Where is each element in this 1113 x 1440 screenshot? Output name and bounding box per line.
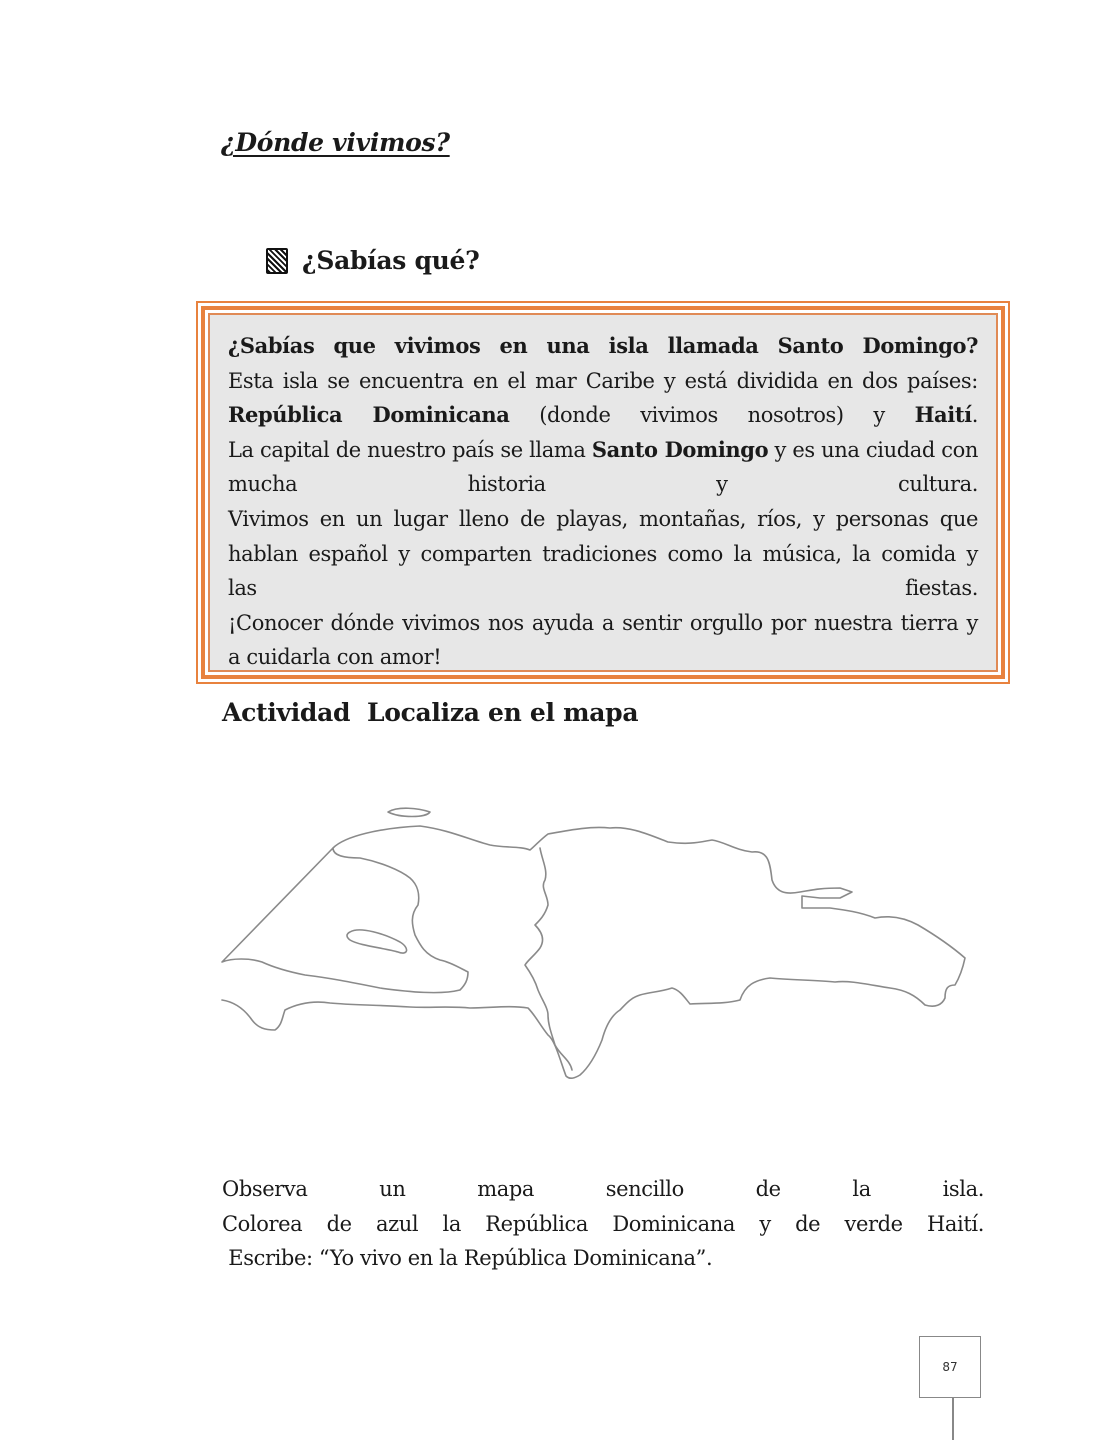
text-segment: las fiestas. bbox=[228, 576, 978, 601]
text-segment: mucha historia y cultura. bbox=[228, 472, 978, 497]
info-text-line bbox=[228, 502, 978, 537]
bold-text: República Dominicana bbox=[228, 402, 510, 428]
text-segment: Esta isla se encuentra en el mar Caribe y está dividida en dos países: bbox=[228, 368, 978, 393]
text-segment: y es una ciudad con bbox=[768, 437, 979, 462]
sabias-heading bbox=[266, 246, 479, 275]
bold-text: ¿Sabías que vivimos en una isla llamada Santo Domingo? bbox=[228, 333, 978, 358]
text-segment: La capital de nuestro país se llama bbox=[228, 437, 592, 462]
info-text-line bbox=[228, 606, 978, 641]
activity-heading: Actividad Localiza en el mapa bbox=[222, 698, 639, 727]
instruction-line: Observa un mapa sencillo de la isla. bbox=[222, 1177, 984, 1201]
hispaniola-outline-map bbox=[215, 785, 985, 1095]
text-segment: . bbox=[971, 403, 978, 428]
activity-instructions bbox=[222, 1172, 984, 1276]
instruction-line: Escribe: “Yo vivo en la República Dominicana”. bbox=[222, 1246, 713, 1271]
info-text-line bbox=[228, 433, 978, 468]
page-title: ¿Dónde vivimos? bbox=[221, 128, 450, 157]
bold-text: Haití bbox=[914, 402, 972, 428]
info-text-line bbox=[228, 571, 978, 606]
gonave-island-outline bbox=[347, 930, 407, 953]
info-text-line bbox=[228, 467, 978, 502]
text-segment: Vivimos en un lugar lleno de playas, montañas, ríos, y personas que bbox=[228, 506, 978, 531]
page-number-connector bbox=[952, 1398, 954, 1440]
info-text-line bbox=[228, 537, 978, 572]
info-text-line bbox=[228, 398, 978, 433]
info-text-line bbox=[228, 329, 978, 364]
text-segment: (donde vivimos nosotros) y bbox=[509, 403, 915, 428]
hatched-square-icon bbox=[266, 248, 288, 274]
haiti-dr-border bbox=[525, 848, 572, 1070]
info-text-line bbox=[228, 364, 978, 399]
page-number: 87 bbox=[919, 1336, 981, 1398]
sabias-heading-text: ¿Sabías qué? bbox=[302, 246, 480, 275]
bold-text: Santo Domingo bbox=[591, 436, 769, 462]
info-box-frame bbox=[201, 306, 1005, 679]
tortuga-island-outline bbox=[388, 808, 430, 816]
text-segment: a cuidarla con amor! bbox=[228, 645, 442, 670]
text-segment: ¡Conocer dónde vivimos nos ayuda a sentir orgullo por nuestra tierra y bbox=[228, 610, 978, 635]
instruction-line: Colorea de azul la República Dominicana y de verde Haití. bbox=[222, 1211, 984, 1236]
info-box-text bbox=[208, 313, 998, 672]
info-text-line bbox=[228, 640, 978, 675]
sabias-info-box bbox=[196, 301, 1010, 684]
island-coastline bbox=[222, 826, 965, 1078]
text-segment: hablan español y comparten tradiciones como la música, la comida y bbox=[228, 541, 978, 566]
